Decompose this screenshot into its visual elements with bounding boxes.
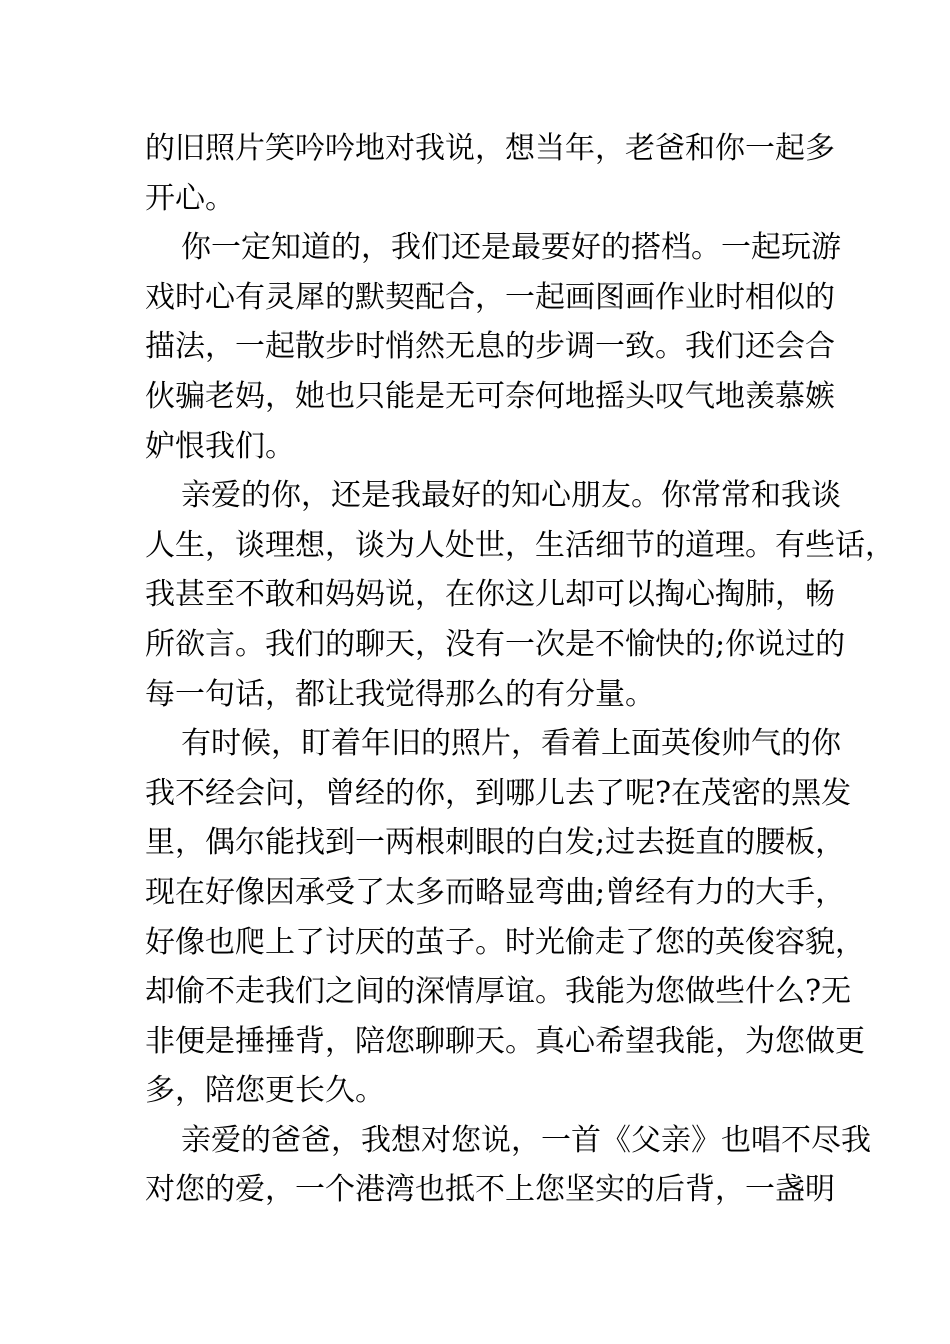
text-line: 戏时心有灵犀的默契配合，一起画图画作业时相似的 <box>145 279 835 315</box>
text-line: 非便是捶捶背，陪您聊聊天。真心希望我能，为您做更 <box>145 1023 865 1059</box>
document-body <box>145 124 895 1215</box>
text-line: 人生，谈理想，谈为人处世，生活细节的道理。有些话， <box>145 527 895 563</box>
text-line: 亲爱的你，还是我最好的知心朋友。你常常和我谈 <box>181 478 841 514</box>
text-line: 开心。 <box>145 180 235 216</box>
text-line: 每一句话，都让我觉得那么的有分量。 <box>145 676 655 712</box>
text-line: 却偷不走我们之间的深情厚谊。我能为您做些什么?无 <box>145 974 852 1010</box>
text-line: 我不经会问，曾经的你，到哪儿去了呢?在茂密的黑发 <box>145 775 852 811</box>
text-line: 里，偶尔能找到一两根刺眼的白发;过去挺直的腰板， <box>145 825 846 861</box>
text-line: 的旧照片笑吟吟地对我说，想当年，老爸和你一起多 <box>145 131 835 166</box>
text-line: 描法，一起散步时悄然无息的步调一致。我们还会合 <box>145 329 835 365</box>
text-line: 对您的爱，一个港湾也抵不上您坚实的后背，一盏明 <box>145 1172 835 1208</box>
text-line: 现在好像因承受了太多而略显弯曲;曾经有力的大手， <box>145 874 846 910</box>
text-line: 你一定知道的，我们还是最要好的搭档。一起玩游 <box>181 230 841 266</box>
text-line: 伙骗老妈，她也只能是无可奈何地摇头叹气地羡慕嫉 <box>145 378 835 414</box>
text-line: 好像也爬上了讨厌的茧子。时光偷走了您的英俊容貌， <box>145 924 865 960</box>
text-line: 有时候，盯着年旧的照片，看着上面英俊帅气的你 <box>181 726 841 762</box>
text-line: 所欲言。我们的聊天，没有一次是不愉快的;你说过的 <box>145 626 846 662</box>
text-line: 多，陪您更长久。 <box>145 1073 385 1109</box>
text-line: 亲爱的爸爸，我想对您说，一首《父亲》也唱不尽我 <box>181 1122 871 1158</box>
text-line: 我甚至不敢和妈妈说，在你这儿却可以掏心掏肺，畅 <box>145 577 835 613</box>
text-line: 妒恨我们。 <box>145 428 295 464</box>
